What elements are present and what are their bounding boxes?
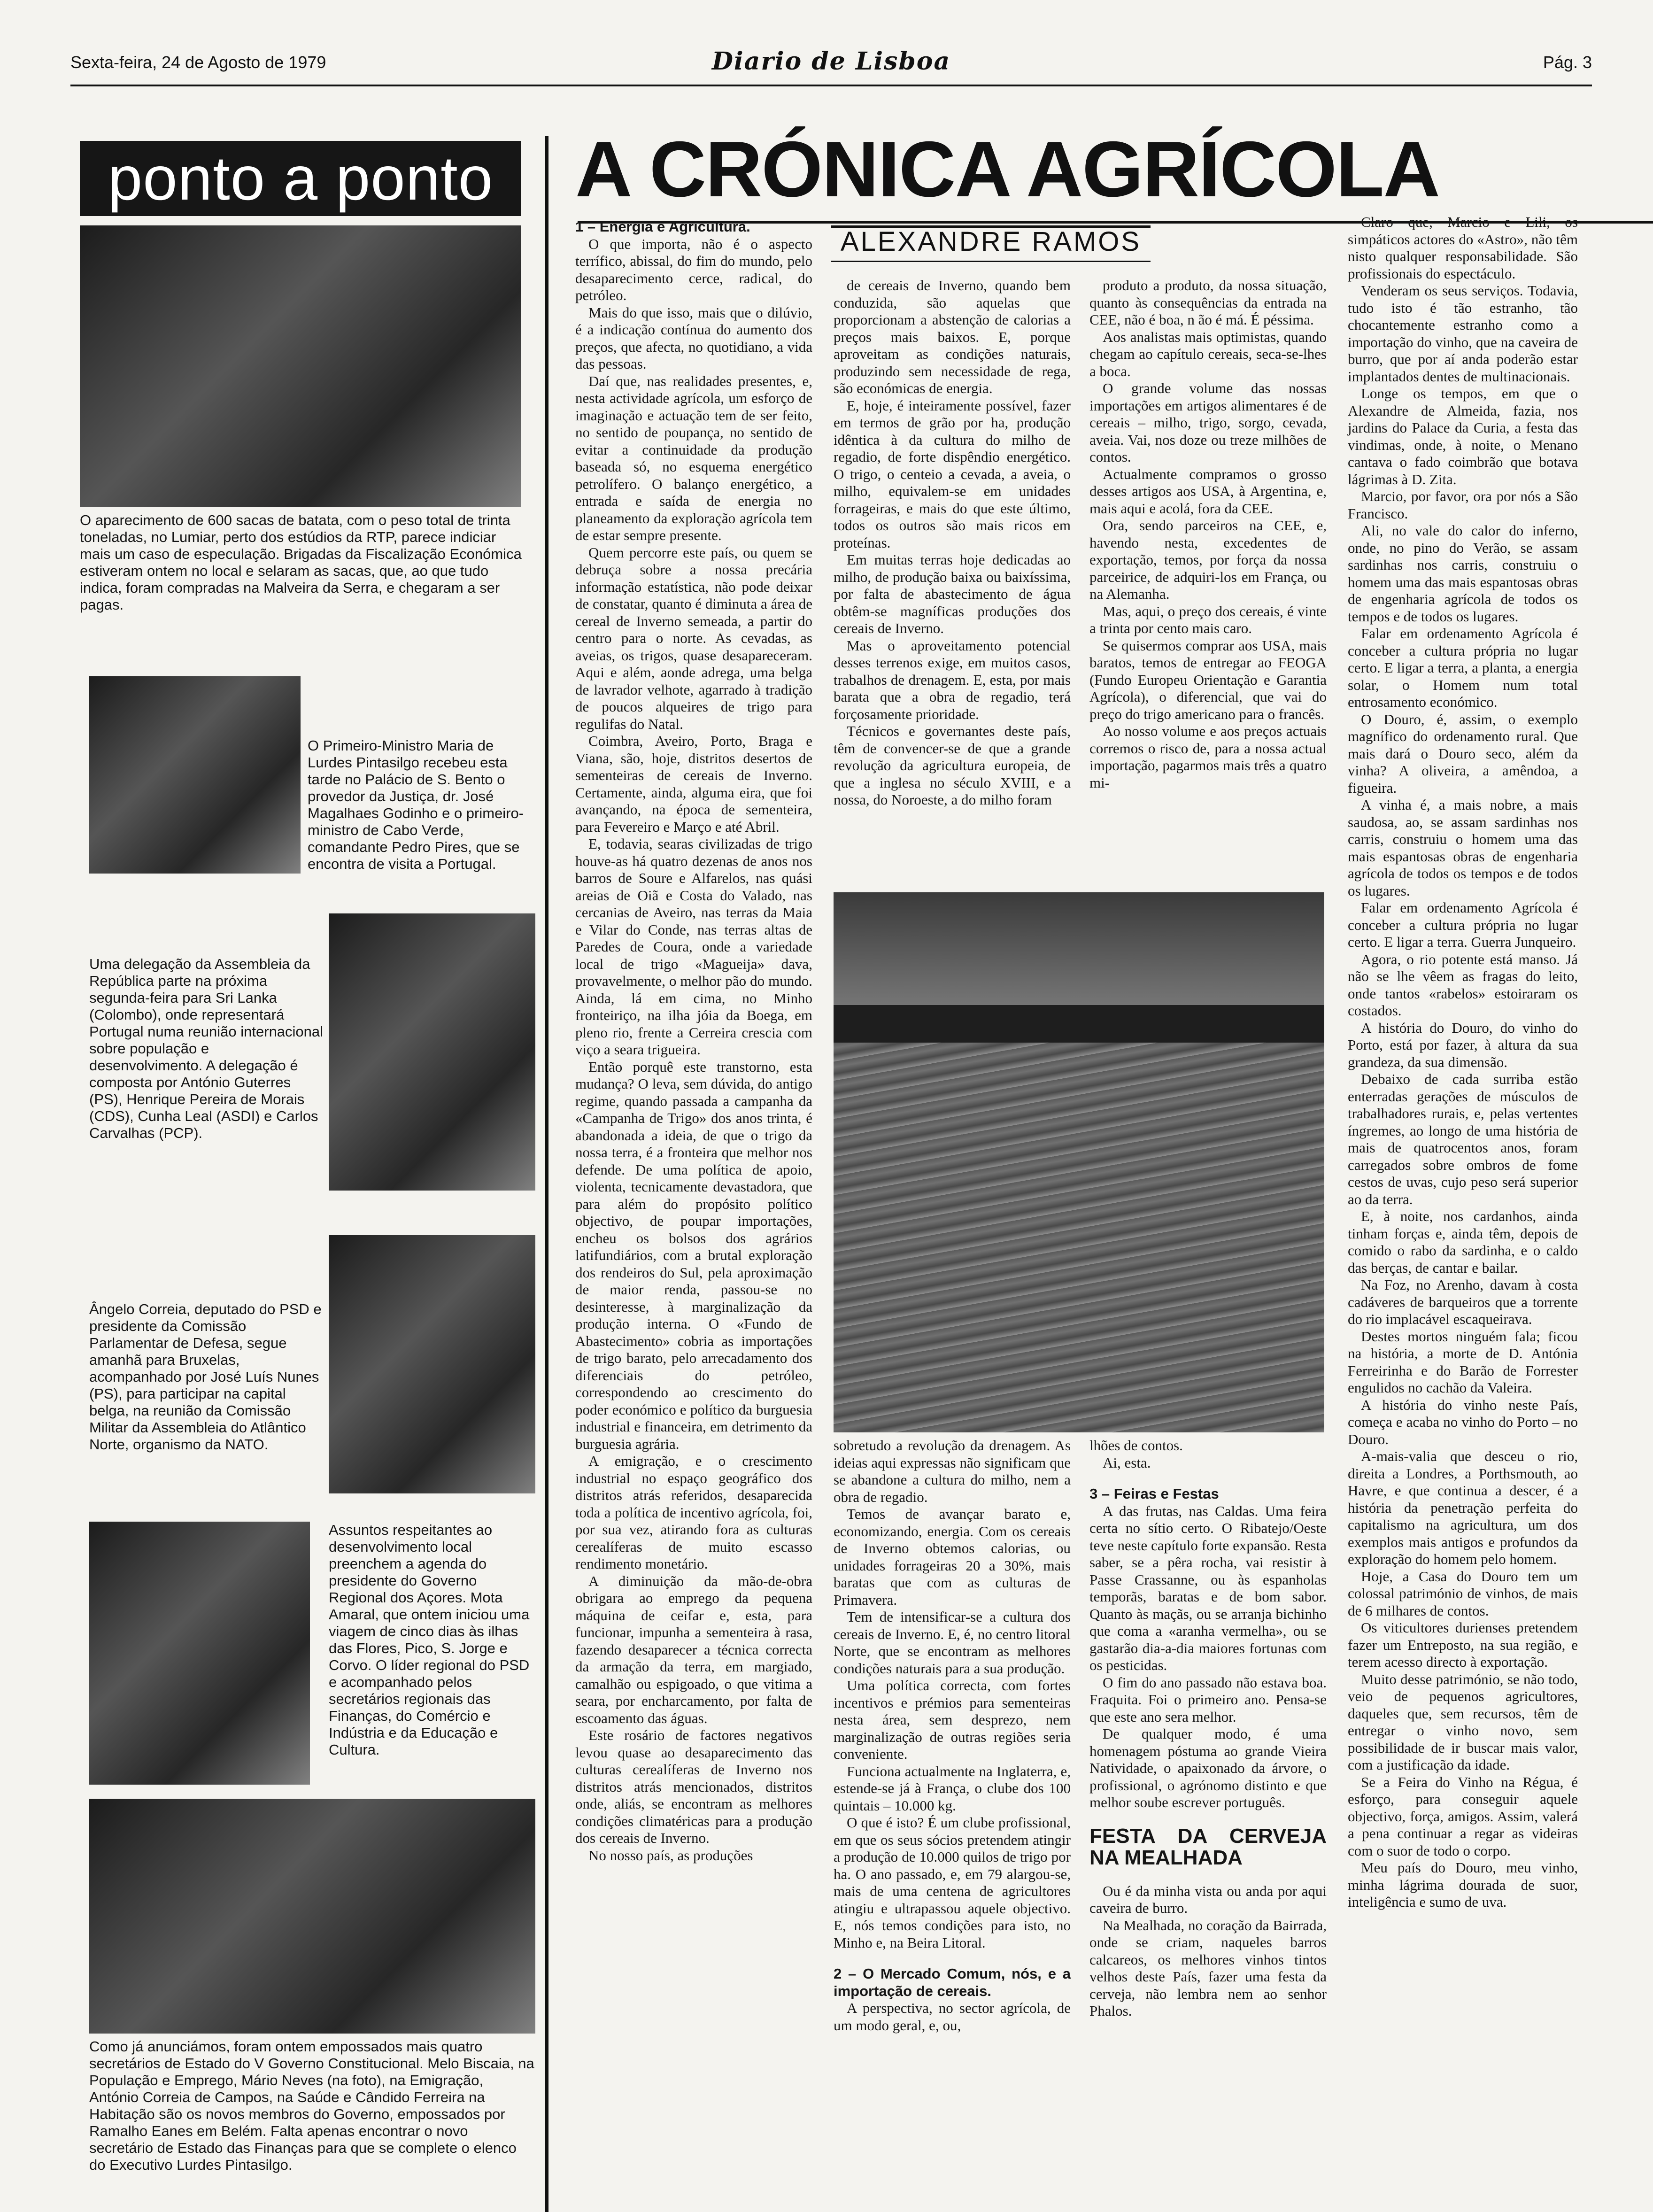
article-paragraph: Falar em ordenamento Agrícola é conceber a cultura própria no lugar certo. E ligar a terra. Guerra Junqueiro. [1348, 899, 1578, 950]
article-paragraph: E, todavia, searas civilizadas de trigo houve-as há quatro dezenas de anos nos barros de Soure e Alfarelos, nas quási areias de Oiã e Costa do Valado, nas cercanias de Aveiro, nas terras da Maia e Vilar do Conde, nas terras altas de Paredes de Coura, onde a variedade local de trigo «Magueija» dava, provavelmente, o melhor pão do mundo. Ainda, lá em cima, no Minho fronteiriço, na ilha jóia da Boega, em pleno rio, frente a Cerreira crescia com viço a seara trigueira. [575, 835, 812, 1058]
article-paragraph: de cereais de Inverno, quando bem conduzida, são aquelas que proporcionam a abstenção de calorias a preços mais baixos. E, porque aproveitam as condições naturais, produzindo sem necessidade de rega, são económicas de energia. [834, 277, 1071, 396]
article-paragraph: Ora, sendo parceiros na CEE, e, havendo nesta, excedentes de exportação, temos, por força da nossa parceirice, de adquiri-los em França, ou na Alemanha. [1089, 517, 1327, 602]
article-paragraph: A das frutas, nas Caldas. Uma feira certa no sítio certo. O Ribatejo/Oeste teve neste capítulo forte expansão. Resta saber, se a pêra rocha, vai resistir à Passe Crassanne, ou às espanholas temporãs, baratas e de bom sabor. Quanto às maçãs, ou se arranja bichinho que coma a «aranha vermelha», ou se gastarão dia-a-dia maiores fortunas com os pesticidas. [1089, 1502, 1327, 1673]
article-paragraph: Funciona actualmente na Inglaterra, e, estende-se já à França, o clube dos 100 quintais – 10.000 kg. [834, 1763, 1071, 1814]
subheading-festa-cerveja: FESTA DA CERVEJA NA MEALHADA [1089, 1824, 1327, 1869]
article-paragraph: Técnicos e governantes deste país, têm de convencer-se de que a grande revolução da agricultura europeia, de que a inglesa no século XVIII, e a nossa, do Noroeste, a do milho foram [834, 723, 1071, 808]
article-paragraph: A vinha é, a mais nobre, a mais saudosa, ao, se assam sardinhas nos carris, construiu o homem uma das mais espantosas obras de engenharia agrícola de todos os tempos e de todos os lugares. [1348, 797, 1578, 899]
article-paragraph: Ali, no vale do calor do inferno, onde, no pino do Verão, se assam sardinhas nos carris, construiu o homem uma das mais espantosas obras de engenharia agrícola de todos os tempos e de todos os lugares. [1348, 522, 1578, 625]
article-paragraph: Se a Feira do Vinho na Régua, é esforço, para conseguir aquele objectivo, força, amigos. Assim, valerá a pena continuar a regar as videiras com o suor de todo o corpo. [1348, 1773, 1578, 1859]
article-paragraph: Temos de avançar barato e, economizando, energia. Com os cereais de Inverno obtemos calorias, ou unidades forrageiras 20 a 30%, mais baratas que com as culturas de Primavera. [834, 1506, 1071, 1608]
article-paragraph: Quem percorre este país, ou quem se debruça sobre a nossa precária informação estatística, não pode deixar de constatar, quanto é diminuta a área de cereal de Inverno semeada, a partir do centro para o norte. As cevadas, as aveias, os trigos, quase desapareceram. Aqui e além, aonde adrega, uma belga de lavrador velhote, agarrado à tradição de poucos alqueires de trigo para regulifas do Natal. [575, 544, 812, 732]
article-paragraph: Coimbra, Aveiro, Porto, Braga e Viana, são, hoje, distritos desertos de sementeiras de cereais de Inverno. Certamente, ainda, alguma eira, que foi avançando, na época de sementeira, para Fevereiro e Março e até Abril. [575, 733, 812, 835]
article-paragraph: Ai, esta. [1103, 1454, 1151, 1471]
article-paragraph: Se quisermos comprar aos USA, mais baratos, temos de entregar ao FEOGA (Fundo Europeu Orientação e Garantia Agrícola), o diferencial, que vai do preço do trigo americano para o francês. [1089, 637, 1327, 722]
caption-pintasilgo: O Primeiro-Ministro Maria de Lurdes Pintasilgo recebeu esta tarde no Palácio de S. Bento o provedor da Justiça, dr. José Magalhaes Godinho e o primeiro-ministro de Cabo Verde, comandante Pedro Pires, que se encontra de visita a Portugal. [308, 737, 524, 872]
article-paragraph: No nosso país, as produções [588, 1847, 753, 1864]
article-paragraph: E, à noite, nos cardanhos, ainda tinham forças e, ainda têm, depois de comido o rabo da sardinha, e o caldo das berças, de cantar e bailar. [1348, 1208, 1578, 1276]
article-paragraph: Actualmente compramos o grosso desses artigos aos USA, à Argentina, e, mais aqui e acolá, fora da CEE. [1089, 465, 1327, 517]
article-paragraph: Em muitas terras hoje dedicadas ao milho, de produção baixa ou baixíssima, por falta de abastecimento de água obtêm-se magníficas produções dos cereais de Inverno. [834, 551, 1071, 636]
article-paragraph: produto a produto, da nossa situação, quanto às consequências da entrada na CEE, não é boa, n ão é má. É péssima. [1089, 277, 1327, 328]
article-paragraph: Mas o aproveitamento potencial desses terrenos exige, em muitos casos, trabalhos de drenagem. E, esta, por mais barata que a obra de regadio, terá forçosamente prioridade. [834, 637, 1071, 722]
article-author: ALEXANDRE RAMOS [831, 225, 1151, 262]
photo-mota-amaral [89, 1522, 310, 1785]
article-column-2-top [834, 277, 1071, 809]
article-paragraph: Daí que, nas realidades presentes, e, nesta actividade agrícola, um esforço de imaginação e actuação tem de ser feito, no sentido de poupança, no sentido de evitar a continuidade da produção baseada só, no esquema energético petrolífero. O balanço energético, a entrada e saída de energia no planeamento da exploração agrícola tem de estar sempre presente. [575, 372, 812, 543]
article-paragraph: Agora, o rio potente está manso. Já não se lhe vêem as fragas do leito, onde tantos «rabelos» estoiraram os costados. [1348, 951, 1578, 1019]
newspaper-title: Diario de Lisboa [711, 47, 951, 76]
article-paragraph: A diminuição da mão-de-obra obrigara ao emprego da pequena máquina de ceifar e, esta, para funcionar, impunha a sementeira à rasa, fazendo desaparecer a técnica correcta da armação da terra, em margiado, camalhão ou espigoado, o que vitima a seara, por encharcamento, por falta de escoamento das águas. [575, 1572, 812, 1726]
caption-angelo-correia: Ângelo Correia, deputado do PSD e presidente da Comissão Parlamentar de Defesa, segue amanhã para Bruxelas, acompanhado por José Luís Nunes (PS), para participar na capital belga, na reunião da Comissão Militar da Assembleia do Atlântico Norte, organismo da NATO. [89, 1301, 322, 1453]
issue-date: Sexta-feira, 24 de Agosto de 1979 [70, 53, 326, 72]
page-number: Pág. 3 [1543, 53, 1592, 72]
photo-empossados [89, 1799, 535, 2034]
article-paragraph: Mais do que isso, mais que o dilúvio, é a indicação contínua do aumento dos preços, que afecta, no quotidiano, a vida das pessoas. [575, 304, 812, 372]
article-column-3-bottom [1089, 1437, 1327, 2020]
article-column-2-bottom [834, 1437, 1071, 2034]
column-divider [545, 136, 548, 2212]
photo-angelo-correia [329, 1235, 535, 1493]
article-paragraph: Muito desse património, se não todo, veio de pequenos agricultores, daqueles que, sem recursos, têm de entregar o vinho novo, sem possibilidade de ir buscar mais valor, com a justificação da idade. [1348, 1671, 1578, 1773]
article-paragraph: O grande volume das nossas importações em artigos alimentares é de cereais – milho, trigo, sorgo, cevada, aveia. Vai, nos doze ou treze milhões de contos. [1089, 380, 1327, 465]
article-paragraph: Então porquê este transtorno, esta mudança? O leva, sem dúvida, do antigo regime, quando passada a campanha da «Campanha de Trigo» dos anos trinta, é abandonada a ideia, de que o trigo da nossa terra, é a fronteira que melhor nos defende. De uma política de apoio, violenta, tecnicamente devastadora, que para além do propósito político objectivo, de poupar importações, encheu os bolsos dos agrários latifundiários, com a brutal exploração dos rendeiros do Sul, pela aproximação de maior renda, passou-se no desinteresse, à marginalização da produção interna. O «Fundo de Abastecimento» cobria as importações de trigo barato, pelo arrecadamento dos diferenciais do petróleo, correspondendo ao crescimento do poder económico e político da burguesia industrial e financeira, em detrimento da burguesia agrária. [575, 1058, 812, 1452]
section-banner: ponto a ponto [80, 141, 521, 216]
caption-empossados: Como já anunciámos, foram ontem empossados mais quatro secretários de Estado do V Governo Constitucional. Melo Biscaia, na População e Emprego, Mário Neves (na foto), na Emigração, António Correia de Campos, na Saúde e Cândido Ferreira na Habitação são os novos membros do Governo, empossados por Ramalho Eanes em Belém. Falta apenas encontrar o novo secretário de Estado das Finanças para que se complete o elenco do Executivo Lurdes Pintasilgo. [89, 2038, 534, 2173]
article-paragraph: Meu país do Douro, meu vinho, minha lágrima dourada de suor, inteligência e sumo de uva. [1348, 1859, 1578, 1910]
article-paragraph: De qualquer modo, é uma homenagem póstuma ao grande Vieira Natividade, o apaixonado da árvore, o profissional, o agrónomo distinto e que melhor soube escrever português. [1089, 1725, 1327, 1810]
article-paragraph: Debaixo de cada surriba estão enterradas gerações de músculos de trabalhadores rurais, e, pelas vertentes íngremes, ao longo de uma história de mais de quatrocentos anos, foram carregados sobre ombros de fome cestos de uvas, cujo peso será superior ao da terra. [1348, 1071, 1578, 1207]
article-paragraph: sobretudo a revolução da drenagem. As ideias aqui expressas não significam que se abandone a cultura do milho, nem a obra de regadio. [834, 1437, 1071, 1505]
article-paragraph: O que importa, não é o aspecto terrífico, abissal, do fim do mundo, pelo desaparecimento cerce, radical, do petróleo. [575, 235, 812, 303]
article-paragraph: Ou é da minha vista ou anda por aqui caveira de burro. [1089, 1882, 1327, 1916]
article-paragraph: Destes mortos ninguém fala; ficou na história, a morte de D. Antónia Ferreirinha e do Barão de Forrester engulidos no cachão da Valeira. [1348, 1328, 1578, 1396]
article-paragraph: Na Foz, no Arenho, davam à costa cadáveres de barqueiros que a torrente do rio implacável escaqueirava. [1348, 1276, 1578, 1327]
article-paragraph: A história do Douro, do vinho do Porto, está por fazer, à altura da sua grandeza, da sua dimensão. [1348, 1019, 1578, 1070]
masthead [70, 47, 1592, 80]
article-paragraph: O fim do ano passado não estava boa. Fraquita. Foi o primeiro ano. Pensa-se que este ano sera melhor. [1089, 1674, 1327, 1725]
article-paragraph: A-mais-valia que desceu o rio, direita a Londres, a Porthsmouth, ao Havre, e que continua a descer, é a história da penetração perfeita do capitalismo na agricultura, um dos exemplos mais antigos e profundos da exploração do homem pelo homem. [1348, 1448, 1578, 1567]
article-paragraph: Falar em ordenamento Agrícola é conceber a cultura própria no lugar certo. E ligar a terra, a planta, a energia solar, o Homem num total entrosamento económico. [1348, 625, 1578, 710]
section-heading: 3 – Feiras e Festas [1089, 1485, 1219, 1502]
photo-pintasilgo [89, 676, 301, 874]
article-paragraph: Mas, aqui, o preço dos cereais, é vinte a trinta por cento mais caro. [1089, 603, 1327, 636]
caption-delegacao: Uma delegação da Assembleia da República parte na próxima segunda-feira para Sri Lanka (Colombo), onde representará Portugal numa reunião internacional sobre população e desenvolvimento. A delegação é composta por António Guterres (PS), Henrique Pereira de Morais (CDS), Cunha Leal (ASDI) e Carlos Carvalhas (PCP). [89, 956, 324, 1141]
article-paragraph: E, hoje, é inteiramente possível, fazer em termos de grão por ha, produção idêntica à da cultura do milho de regadio, de forte dispêndio energético. O trigo, o centeio a cevada, a aveia, o milho, equivalem-se em unidades forrageiras, e mais do que este último, todos os outros são mais ricos em proteínas. [834, 397, 1071, 551]
article-paragraph: Ao nosso volume e aos preços actuais corremos o risco de, para a nossa actual importação, pagarmos mais três a quatro mi- [1089, 723, 1327, 791]
article-paragraph: Marcio, por favor, ora por nós a São Francisco. [1348, 488, 1578, 522]
section-heading: 2 – O Mercado Comum, nós, e a importação de cereais. [834, 1965, 1071, 1999]
article-paragraph: O Douro, é, assim, o exemplo magnífico do ordenamento rural. Que mais dará o Douro seco, além da vinha? A oliveira, a amêndoa, a figueira. [1348, 711, 1578, 796]
caption-batata: O aparecimento de 600 sacas de batata, com o peso total de trinta toneladas, no Lumiar, perto dos estúdios da RTP, parece indiciar mais um caso de especulação. Brigadas da Fiscalização Económica estiveram ontem no local e selaram as sacas, que, ao que tudo indica, foram compradas na Malveira da Serra, e chegaram a ser pagas. [80, 512, 522, 613]
masthead-rule [70, 85, 1592, 86]
article-paragraph: Hoje, a Casa do Douro tem um colossal património de vinhos, de mais de 6 milhares de contos. [1348, 1568, 1578, 1619]
article-paragraph: Aos analistas mais optimistas, quando chegam ao capítulo cereais, seca-se-lhes a boca. [1089, 328, 1327, 379]
article-paragraph: A perspectiva, no sector agrícola, de um modo geral, e, ou, [834, 2000, 1071, 2034]
article-paragraph: Na Mealhada, no coração da Bairrada, onde se criam, naqueles barros calcareos, os melhores vinhos tintos velhos deste País, fazer uma festa da cerveja, não lembra nem ao senhor Phalos. [1089, 1917, 1327, 2019]
article-paragraph: Longe os tempos, em que o Alexandre de Almeida, fazia, nos jardins do Palace da Curia, a festa das vindimas, onde, à noite, o Menano cantava o fado coimbrão que botava lágrimas à D. Zita. [1348, 385, 1578, 487]
photo-batata-sacks [80, 225, 521, 507]
article-headline: A CRÓNICA AGRÍCOLA [575, 125, 1439, 213]
article-paragraph: Venderam os seus serviços. Todavia, tudo isto é tão estranho, tão chocantemente estranho como a importação do vinho, que na caveira de burro, que por aí anda poderão estar implantados dentes de multinacionais. [1348, 282, 1578, 385]
article-column-1 [575, 218, 812, 1864]
article-paragraph: Este rosário de factores negativos levou quase ao desaparecimento das culturas cerealíferas de Inverno nos distritos atrás mencionados, distritos onde, aliás, se encontram as melhores condições climatéricas para a produção dos cereais de Inverno. [575, 1727, 812, 1846]
article-paragraph: Uma política correcta, com fortes incentivos e prémios para sementeiras nesta área, sem desprezo, nem marginalização de outras regiões seria conveniente. [834, 1677, 1071, 1762]
article-paragraph: O que é isto? É um clube profissional, em que os seus sócios pretendem atingir a produção de 10.000 quilos de trigo por ha. O ano passado, e, em 79 alargou-se, mais de uma centena de agricultores atingiu e ultrapassou aquele objectivo. E, nós temos condições para isto, no Minho e, na Beira Litoral. [834, 1814, 1071, 1951]
article-paragraph: A emigração, e o crescimento industrial no espaço geográfico dos distritos atrás referidos, desaparecida toda a política de incentivo agrícola, foi, por sua vez, atirando fora as culturas cerealíferas de muito escasso rendimento monetário. [575, 1453, 812, 1572]
article-paragraph: lhões de contos. [1089, 1437, 1183, 1454]
article-column-4 [1348, 214, 1578, 1911]
photo-wheat-field [834, 892, 1324, 1432]
article-paragraph: Claro que, Marcio e Lili, os simpáticos actores do «Astro», não têm nisto qualquer responsabilidade. São profissionais do espectáculo. [1348, 214, 1578, 282]
article-paragraph: Tem de intensificar-se a cultura dos cereais de Inverno. E, é, no centro litoral Norte, que se encontram as melhores condições naturais para a sua produção. [834, 1609, 1071, 1677]
article-column-3-top [1089, 277, 1327, 791]
article-paragraph: A história do vinho neste País, começa e acaba no vinho do Porto – no Douro. [1348, 1396, 1578, 1447]
section-heading: 1 – Energia e Agricultura. [575, 218, 750, 235]
article-paragraph: Os viticultores durienses pretendem fazer um Entreposto, na sua região, e terem acesso directo à exportação. [1348, 1619, 1578, 1670]
photo-guterres [329, 913, 535, 1191]
caption-mota-amaral: Assuntos respeitantes ao desenvolvimento local preenchem a agenda do presidente do Governo Regional dos Açores. Mota Amaral, que ontem iniciou uma viagem de cinco dias às ilhas das Flores, Pico, S. Jorge e Corvo. O líder regional do PSD e acompanhado pelos secretários regionais das Finanças, do Comércio e Indústria e da Educação e Cultura. [329, 1522, 530, 1758]
